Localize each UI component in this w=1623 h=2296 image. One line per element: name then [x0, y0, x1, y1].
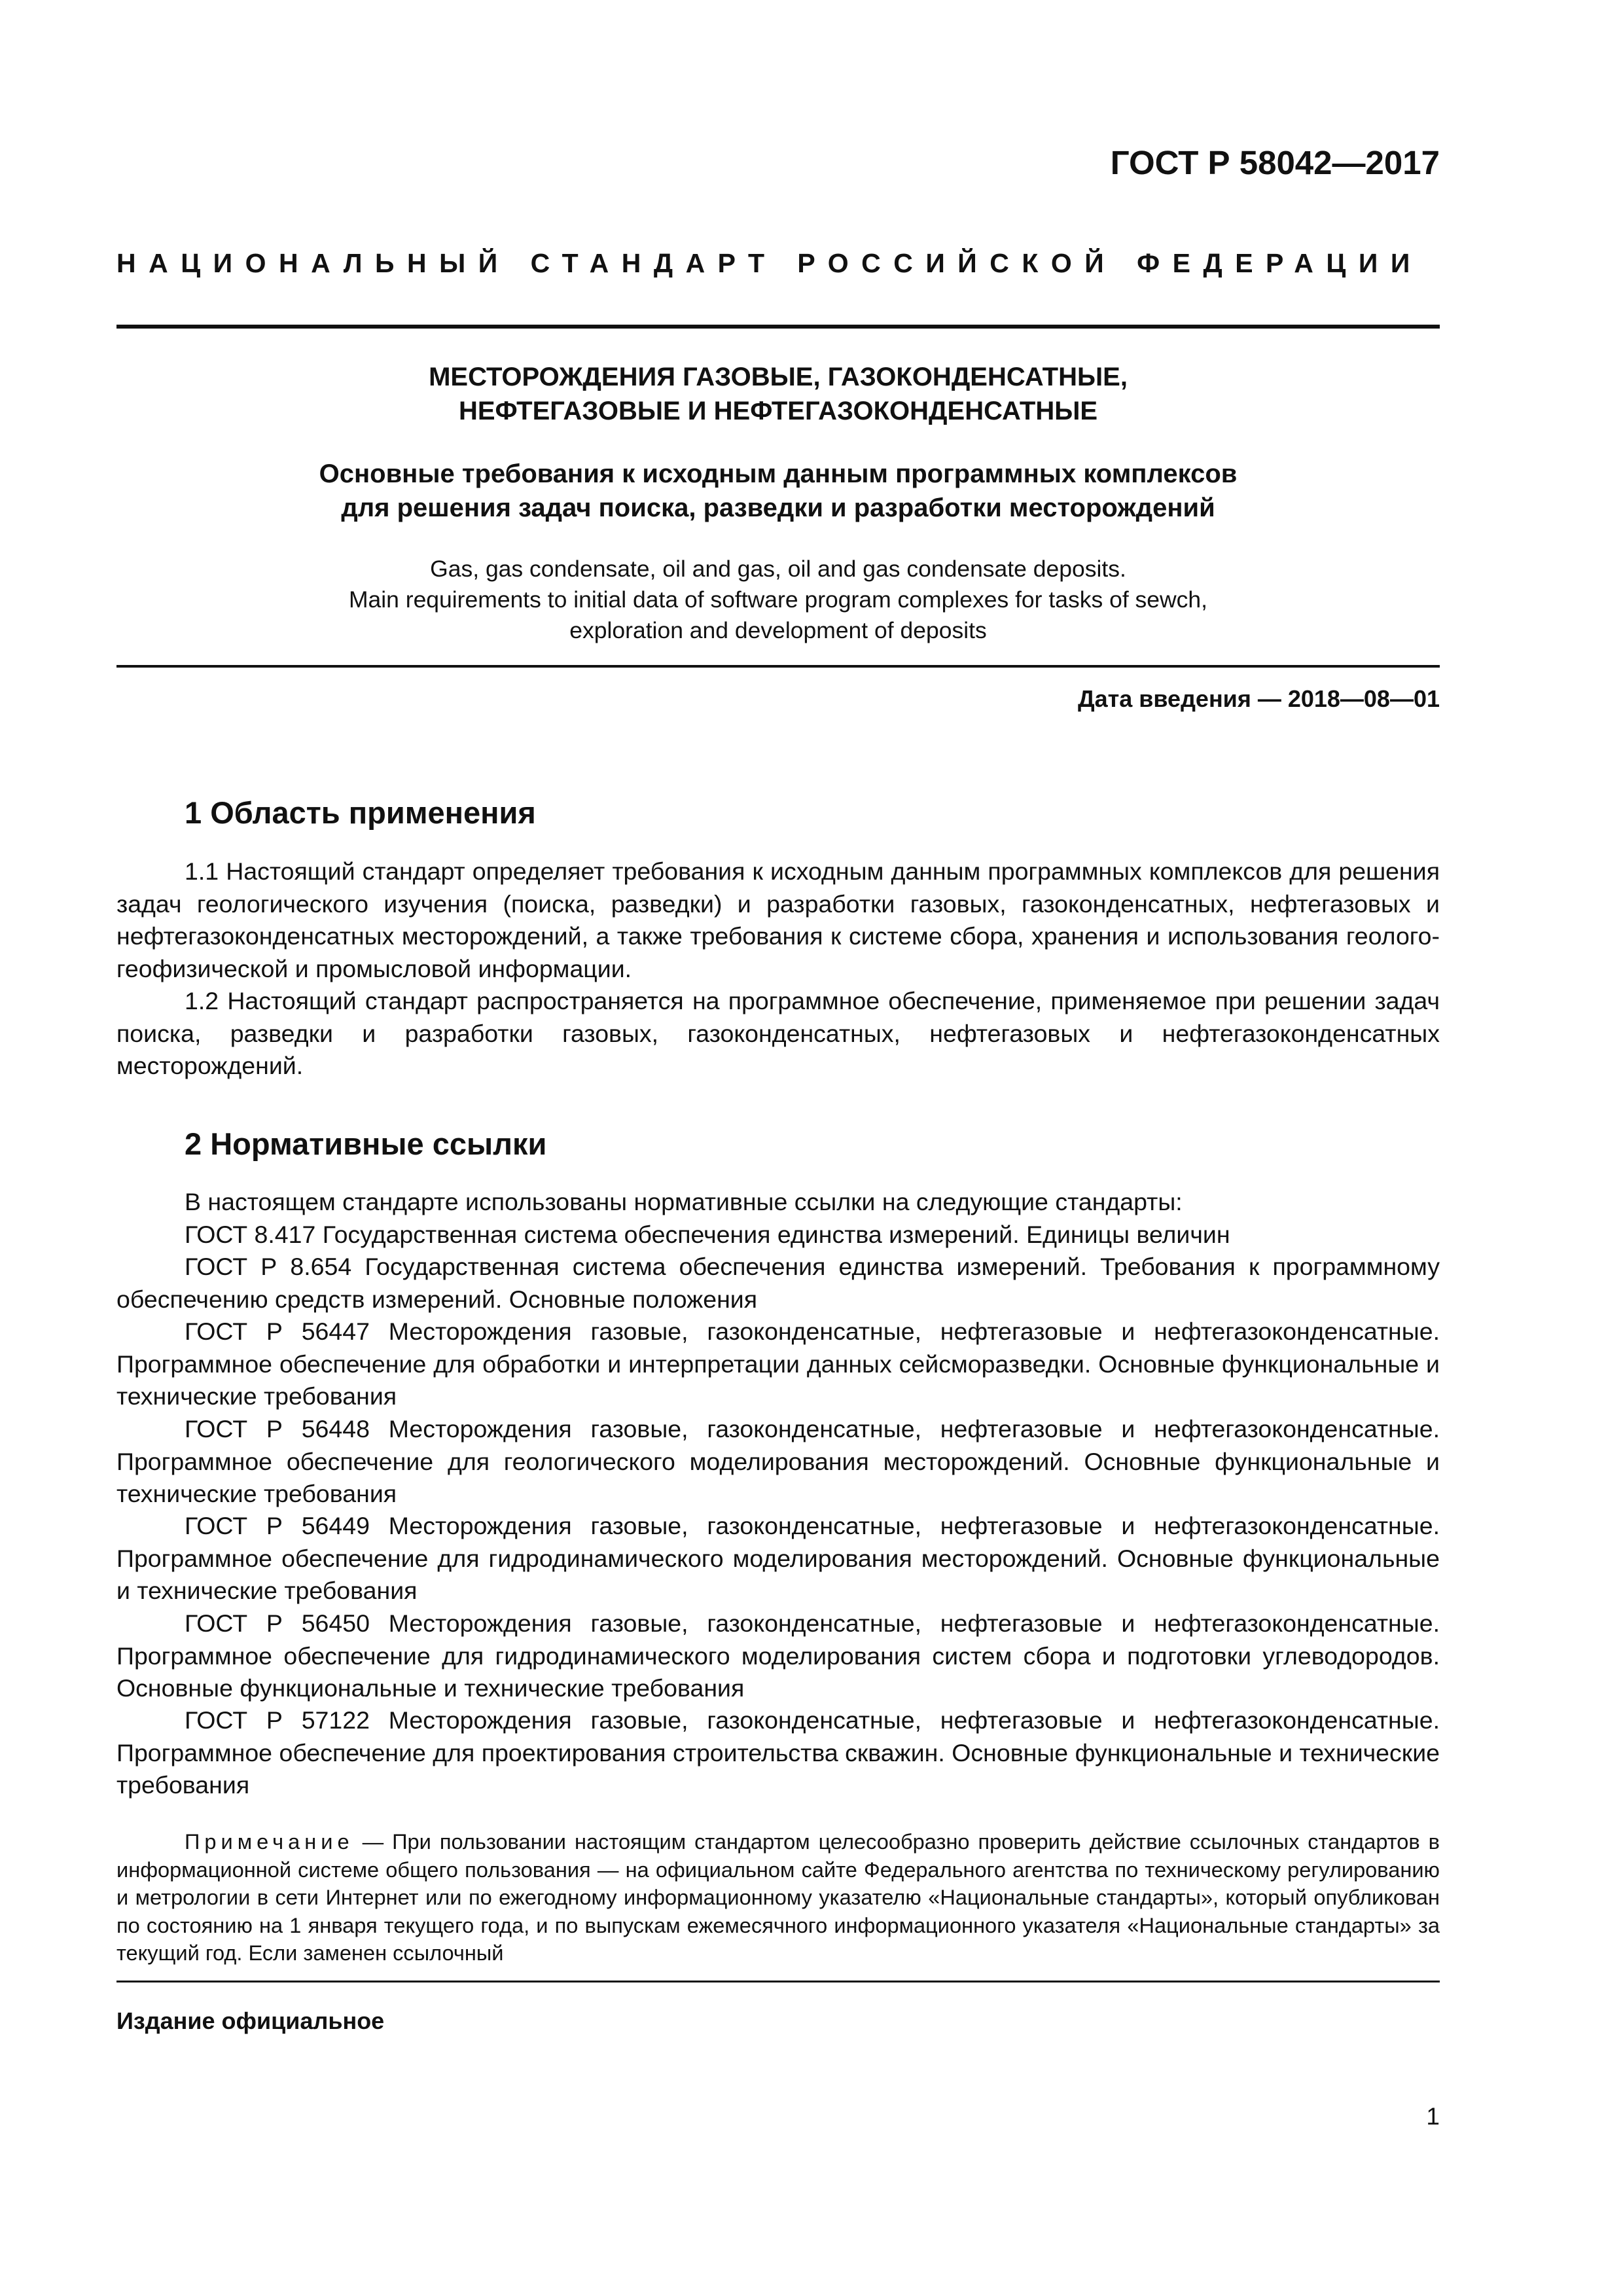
page-number: 1	[1426, 2103, 1440, 2130]
standard-code: ГОСТ Р 58042—2017	[1110, 144, 1440, 181]
subtitle-line-1: Основные требования к исходным данным программных комплексов	[319, 459, 1238, 488]
section-2-intro: В настоящем стандарте использованы нормативные ссылки на следующие стандарты:	[185, 1188, 1183, 1215]
note-text: — При пользовании настоящим стандартом целесообразно проверить действие ссылочных стандартов в информационной системе общего пользования — на официальном сайте Федерального агентства по техническому регулированию и метрологии в сети Интернет или по ежегодному информационному указателю «Национальные стандарты», который опубликован по состоянию на 1 января текущего года, и по выпускам ежемесячного информационного указателя «Национальные стандарты» за текущий год. Если заменен ссылочный	[116, 1829, 1440, 1965]
footer-divider	[116, 1981, 1440, 1982]
reference-gost-r-57122: ГОСТ Р 57122 Месторождения газовые, газоконденсатные, нефтегазовые и нефтегазоконденсатные. Программное обеспечение для проектирования строительства скважин. Основные функциональные и технические требования	[116, 1706, 1440, 1799]
note-block	[116, 1828, 1440, 1967]
reference-gost-r-56447: ГОСТ Р 56447 Месторождения газовые, газоконденсатные, нефтегазовые и нефтегазоконденсатные. Программное обеспечение для обработки и интерпретации данных сейсморазведки. Основные функциональные и технические требования	[116, 1318, 1440, 1410]
reference-gost-r-56449: ГОСТ Р 56449 Месторождения газовые, газоконденсатные, нефтегазовые и нефтегазоконденсатные. Программное обеспечение для гидродинамического моделирования месторождений. Основные функциональные и технические требования	[116, 1512, 1440, 1604]
national-standard-banner: НАЦИОНАЛЬНЫЙ СТАНДАРТ РОССИЙСКОЙ ФЕДЕРАЦИИ	[116, 248, 1423, 278]
section-2-heading: 2 Нормативные ссылки	[185, 1126, 547, 1161]
intro-date: Дата введения — 2018—08—01	[1077, 685, 1440, 712]
english-title	[116, 554, 1440, 646]
reference-gost-r-56450: ГОСТ Р 56450 Месторождения газовые, газоконденсатные, нефтегазовые и нефтегазоконденсатные. Программное обеспечение для гидродинамического моделирования систем сбора и подготовки углеводородов. Основные функциональные и технические требования	[116, 1609, 1440, 1702]
reference-gost-r-8-654: ГОСТ Р 8.654 Государственная система обеспечения единства измерений. Требования к программному обеспечению средств измерений. Основные положения	[116, 1253, 1440, 1313]
english-line-1: Gas, gas condensate, oil and gas, oil and gas condensate deposits.	[430, 556, 1126, 582]
document-title	[116, 360, 1440, 428]
section-1-paragraph-2: 1.2 Настоящий стандарт распространяется на программное обеспечение, применяемое при решении задач поиска, разведки и разработки газовых, газоконденсатных, нефтегазовых и нефтегазоконденсатных месторождений.	[116, 987, 1440, 1079]
edition-label: Издание официальное	[116, 2007, 385, 2034]
section-1-paragraph-1: 1.1 Настоящий стандарт определяет требования к исходным данным программных комплексов для решения задач геологического изучения (поиска, разведки) и разработки газовых, газоконденсатных, нефтегазовых и нефтегазоконденсатных месторождений, а также требования к системе сбора, хранения и использования геолого-геофизической и промысловой информации.	[116, 857, 1440, 982]
top-divider	[116, 325, 1440, 329]
title-line-1: МЕСТОРОЖДЕНИЯ ГАЗОВЫЕ, ГАЗОКОНДЕНСАТНЫЕ,	[429, 363, 1128, 391]
reference-gost-r-56448: ГОСТ Р 56448 Месторождения газовые, газоконденсатные, нефтегазовые и нефтегазоконденсатные. Программное обеспечение для геологического моделирования месторождений. Основные функциональные и технические требования	[116, 1415, 1440, 1507]
english-line-3: exploration and development of deposits	[569, 617, 987, 643]
title-line-2: НЕФТЕГАЗОВЫЕ И НЕФТЕГАЗОКОНДЕНСАТНЫЕ	[458, 397, 1098, 425]
section-1-heading: 1 Область применения	[185, 795, 536, 830]
english-line-2: Main requirements to initial data of software program complexes for tasks of sewch,	[348, 586, 1208, 613]
title-divider	[116, 665, 1440, 668]
document-subtitle	[116, 457, 1440, 525]
subtitle-line-2: для решения задач поиска, разведки и разработки месторождений	[341, 493, 1215, 522]
reference-gost-8-417: ГОСТ 8.417 Государственная система обеспечения единства измерений. Единицы величин	[185, 1221, 1230, 1248]
note-label: Примечание	[185, 1829, 354, 1854]
